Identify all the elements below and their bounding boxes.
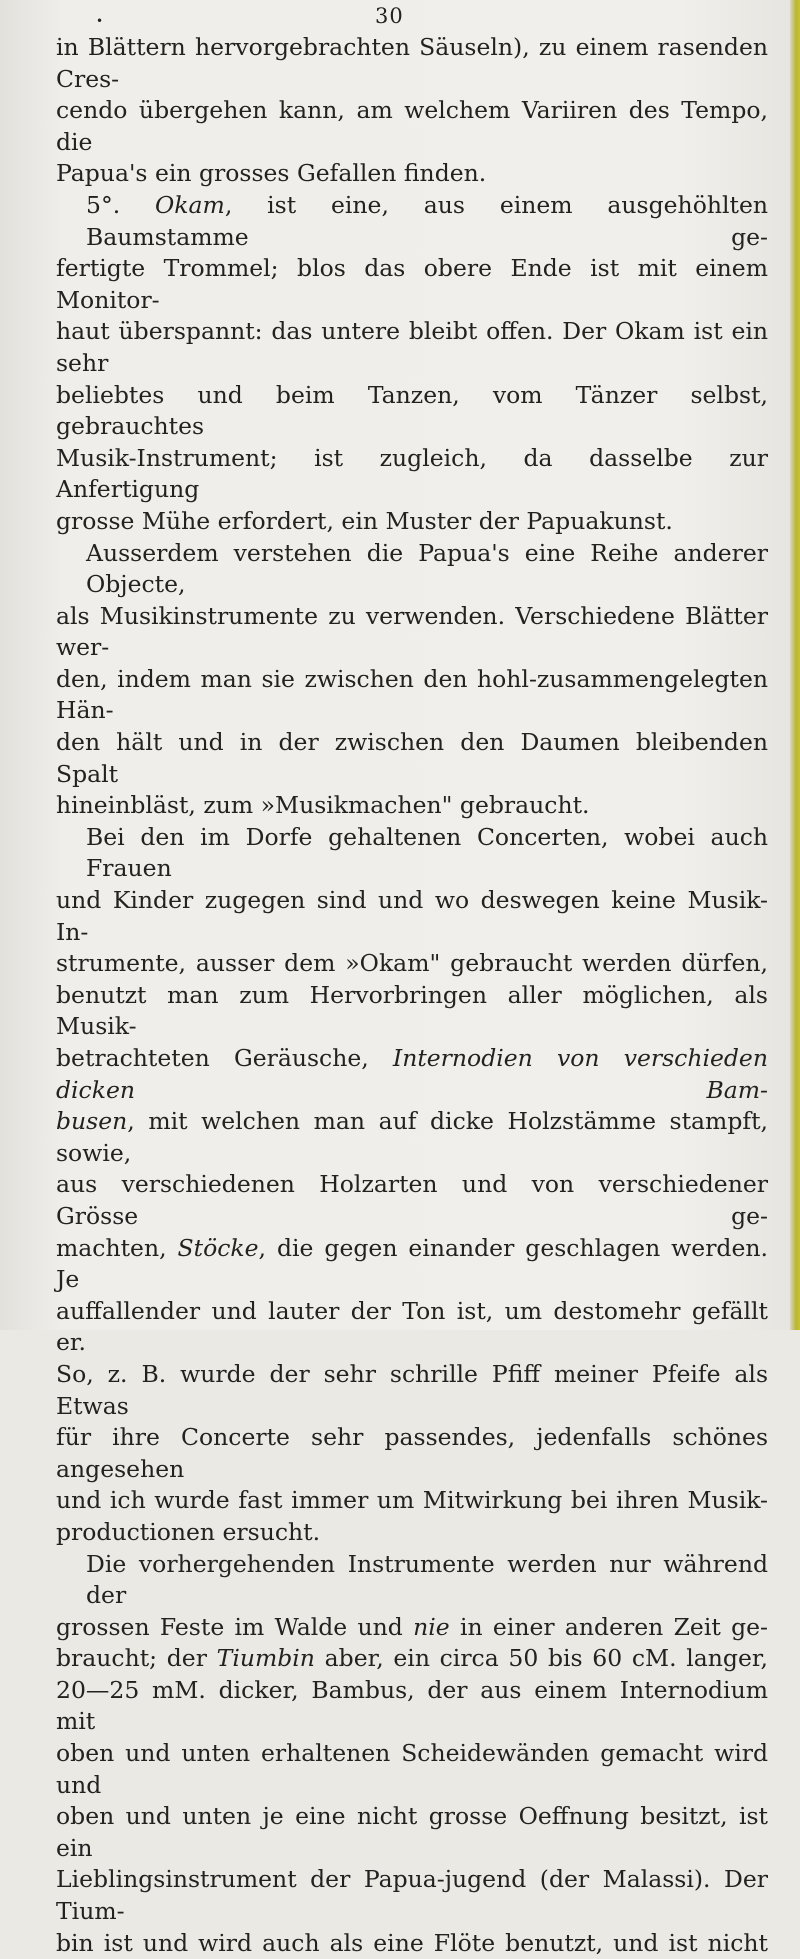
text-line: und Kinder zugegen sind und wo deswegen keine Musik-In- — [56, 886, 768, 946]
text-line: betrachteten Geräusche, Internodien von verschieden dicken Bam- — [56, 1044, 768, 1104]
term-internodien: Internodien von verschieden dicken Bam- — [56, 1044, 768, 1104]
text-line: aus verschiedenen Holzarten und von verschiedener Grösse ge- — [56, 1170, 768, 1230]
text-line: für ihre Concerte sehr passendes, jedenfalls schönes angesehen — [56, 1423, 768, 1483]
text-line: bin ist und wird auch als eine Flöte benutzt, und ist nicht — [56, 1928, 768, 1957]
text-line: 20—25 mM. dicker, Bambus, der aus einem Internodium mit — [56, 1675, 768, 1736]
term-tiumbin: Tiumbin — [216, 1644, 315, 1673]
text-line: busen, mit welchen man auf dicke Holzstämme stampft, sowie, — [56, 1107, 768, 1167]
text-line: machten, Stöcke, die gegen einander geschlagen werden. Je — [56, 1233, 768, 1294]
text-line: grosse Mühe erfordert, ein Muster der Papuakunst. — [56, 506, 673, 535]
text-line: den, indem man sie zwischen den hohl-zusammengelegten Hän- — [56, 664, 768, 725]
text-line: oben und unten erhaltenen Scheidewänden gemacht wird und — [56, 1739, 768, 1799]
page-edge — [790, 0, 800, 1330]
text-line: braucht; der Tiumbin aber, ein circa 50 bis 60 cM. langer, — [56, 1644, 768, 1673]
term-busen: busen — [56, 1107, 128, 1136]
text-line: 5°. Okam, ist eine, aus einem ausgehöhlten Baumstamme ge- — [86, 190, 768, 251]
text-line: hineinbläst, zum »Musikmachen" gebraucht. — [56, 791, 590, 820]
text-line: Papua's ein grosses Gefallen finden. — [56, 159, 487, 188]
page-number: 30 — [375, 4, 404, 28]
text-line: grossen Feste im Walde und nie in einer anderen Zeit ge- — [56, 1612, 768, 1641]
text-line: strumente, ausser dem »Okam" gebraucht werden dürfen, — [56, 949, 768, 978]
term-stoecke: Stöcke — [177, 1233, 259, 1262]
text-line: beliebtes und beim Tanzen, vom Tänzer selbst, gebrauchtes — [56, 380, 768, 441]
text-line: in Blättern hervorgebrachten Säuseln), zu einem rasenden Cres- — [56, 33, 768, 93]
term-nie: nie — [413, 1612, 450, 1641]
text-line: und ich wurde fast immer um Mitwirkung bei ihren Musik- — [56, 1486, 768, 1515]
text-line: benutzt man zum Hervorbringen aller möglichen, als Musik- — [56, 980, 768, 1041]
text-line: Musik-Instrument; ist zugleich, da dasselbe zur Anfertigung — [56, 443, 768, 504]
text-line: den hält und in der zwischen den Daumen bleibenden Spalt — [56, 728, 768, 788]
text-line: oben und unten je eine nicht grosse Oeffnung besitzt, ist ein — [56, 1802, 768, 1862]
text-line: Bei den im Dorfe gehaltenen Concerten, wobei auch Frauen — [86, 822, 768, 883]
text-line: Die vorhergehenden Instrumente werden nur während der — [86, 1549, 768, 1610]
text-line: haut überspannt: das untere bleibt offen. Der Okam ist ein sehr — [56, 317, 768, 377]
text-line: cendo übergehen kann, am welchem Variiren des Tempo, die — [56, 96, 768, 156]
text-line: productionen ersucht. — [56, 1517, 321, 1546]
text-line: Ausserdem verstehen die Papua's eine Reihe anderer Objecte, — [86, 538, 768, 599]
text-line: als Musikinstrumente zu verwenden. Verschiedene Blätter wer- — [56, 601, 768, 662]
text-line: Lieblingsinstrument der Papua-jugend (der Malassi). Der Tium- — [56, 1865, 768, 1926]
term-okam: Okam — [155, 190, 225, 219]
text-line: fertigte Trommel; blos das obere Ende ist mit einem Monitor- — [56, 254, 768, 314]
section-number: 5°. — [86, 190, 121, 219]
text-line: So, z. B. wurde der sehr schrille Pfiff meiner Pfeife als Etwas — [56, 1359, 768, 1420]
page-mark: • — [96, 14, 104, 28]
body-text — [56, 32, 768, 1959]
text-line: auffallender und lauter der Ton ist, um destomehr gefällt er. — [56, 1296, 768, 1357]
